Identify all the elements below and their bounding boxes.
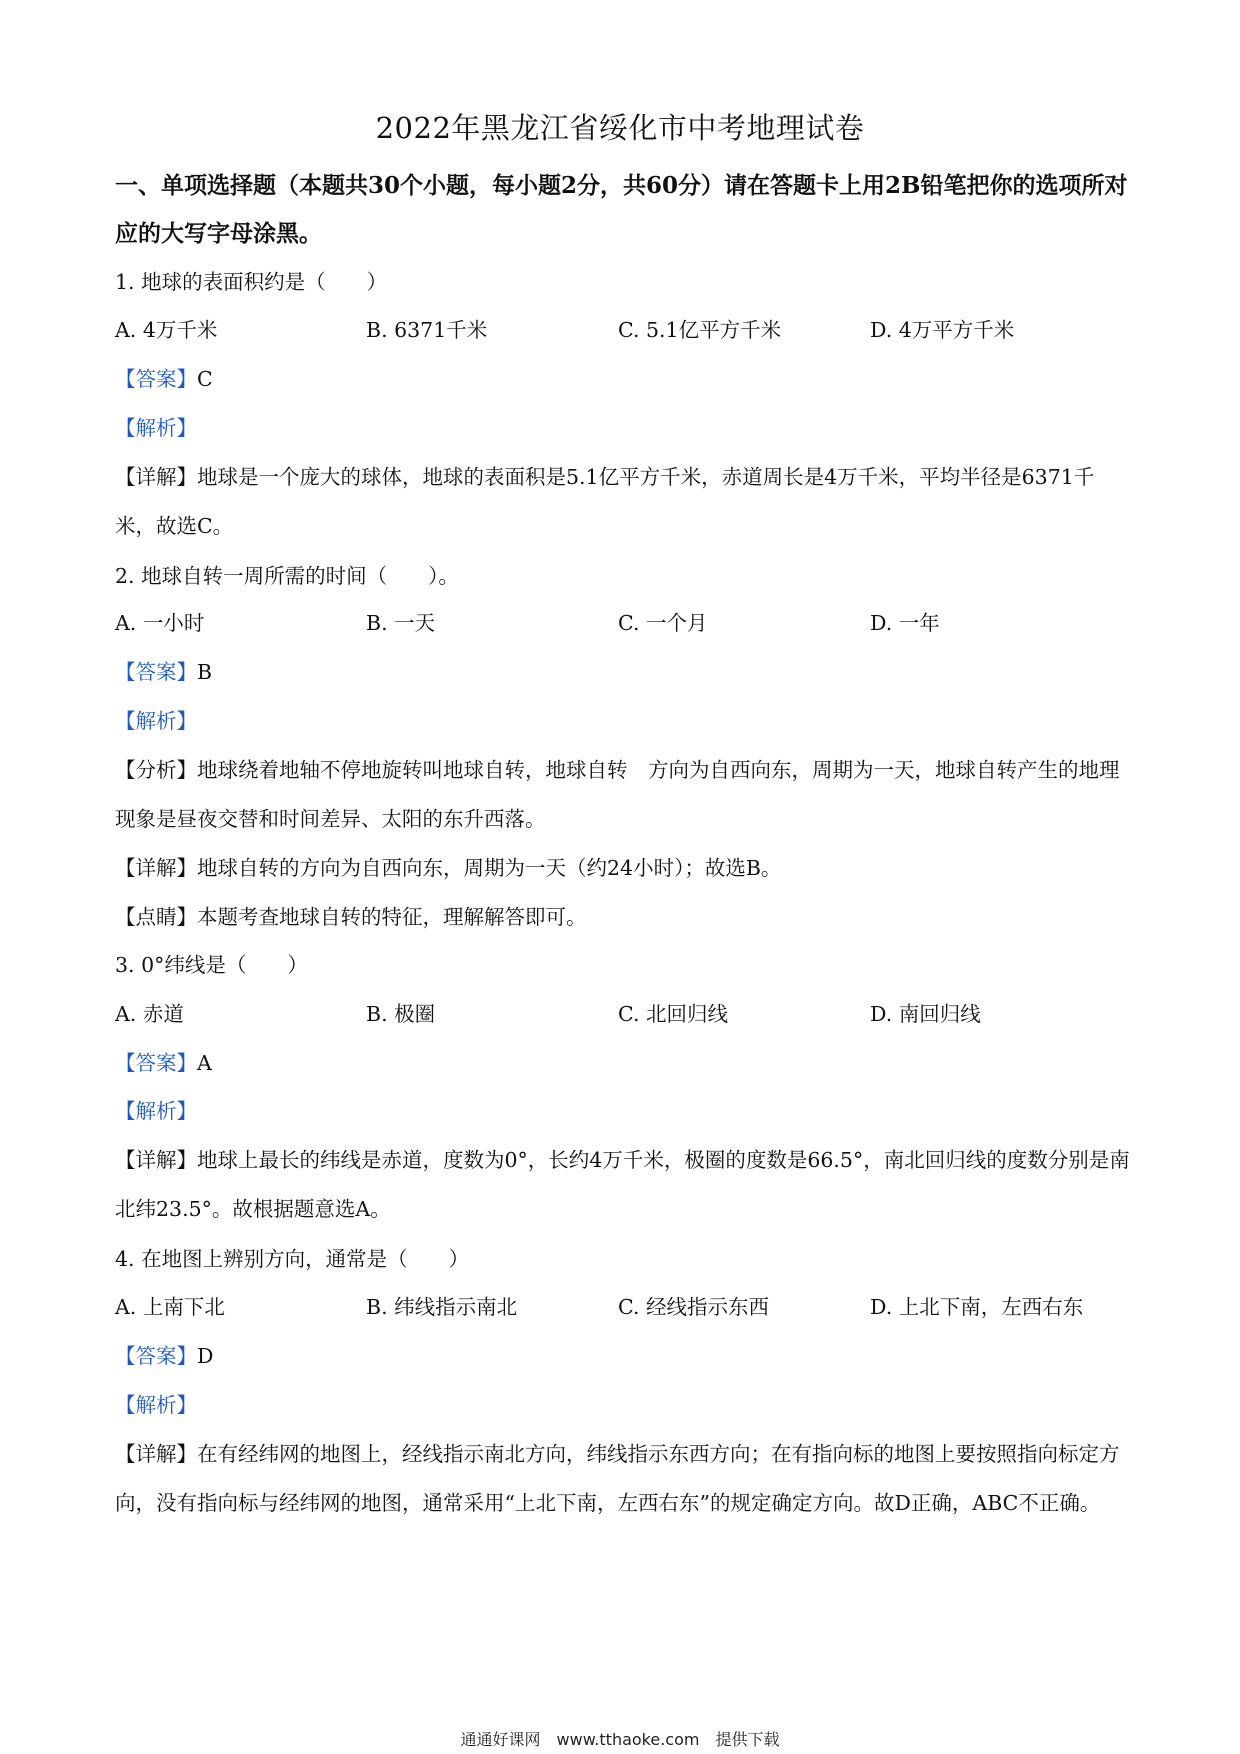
answer-label: 【答案】 bbox=[115, 1344, 197, 1368]
answer-label: 【答案】 bbox=[115, 660, 197, 684]
detail-text: 地球上最长的纬线是赤道，度数为0°，长约4万千米，极圈的度数是66.5°，南北回归线的度数分别是南北纬23.5°。故根据题意选A。 bbox=[115, 1148, 1130, 1221]
dianjing-text: 本题考查地球自转的特征，理解解答即可。 bbox=[197, 905, 587, 929]
question-1-stem: 1. 地球的表面积约是（ ） bbox=[115, 270, 388, 294]
option-d: D. 上北下南，左西右东 bbox=[870, 1295, 1084, 1319]
answer-value: D bbox=[197, 1344, 214, 1368]
detail-text: 在有经纬网的地图上，经线指示南北方向，纬线指示东西方向；在有指向标的地图上要按照指向标定方向，没有指向标与经纬网的地图，通常采用“上北下南，左西右东”的规定确定方向。故D正确，ABC不正确。 bbox=[115, 1442, 1120, 1515]
analysis-label: 【解析】 bbox=[115, 709, 197, 733]
detail-label: 【详解】 bbox=[115, 1148, 197, 1172]
question-1-answer bbox=[115, 365, 213, 393]
question-3-analysis-label bbox=[115, 1097, 197, 1125]
question-1-detail bbox=[115, 453, 1130, 551]
question-2-options bbox=[115, 609, 1135, 637]
question-4-answer bbox=[115, 1342, 213, 1370]
question-2-detail bbox=[115, 854, 781, 882]
answer-value: A bbox=[197, 1051, 212, 1075]
answer-label: 【答案】 bbox=[115, 367, 197, 391]
detail-label: 【详解】 bbox=[115, 1442, 197, 1466]
question-3-answer bbox=[115, 1049, 212, 1077]
answer-value: C bbox=[197, 367, 213, 391]
question-2-answer bbox=[115, 658, 212, 686]
detail-label: 【详解】 bbox=[115, 856, 197, 880]
fenxi-label: 【分析】 bbox=[115, 758, 197, 782]
option-b: B. 6371千米 bbox=[366, 318, 488, 342]
analysis-label: 【解析】 bbox=[115, 1393, 197, 1417]
option-d: D. 南回归线 bbox=[870, 1002, 981, 1026]
option-c: C. 一个月 bbox=[618, 611, 708, 635]
option-c: C. 经线指示东西 bbox=[618, 1295, 769, 1319]
question-4-options bbox=[115, 1293, 1135, 1321]
question-2-stem: 2. 地球自转一周所需的时间（ ）。 bbox=[115, 564, 459, 588]
question-1-analysis-label bbox=[115, 414, 197, 442]
option-a: A. 赤道 bbox=[115, 1002, 184, 1026]
question-2-fenxi bbox=[115, 746, 1130, 844]
answer-value: B bbox=[197, 660, 213, 684]
analysis-label: 【解析】 bbox=[115, 1099, 197, 1123]
detail-label: 【详解】 bbox=[115, 465, 197, 489]
question-4-detail bbox=[115, 1430, 1130, 1528]
option-b: B. 一天 bbox=[366, 611, 436, 635]
option-c: C. 北回归线 bbox=[618, 1002, 728, 1026]
question-1-options bbox=[115, 316, 1135, 344]
question-3-detail bbox=[115, 1136, 1130, 1234]
question-2-analysis-label bbox=[115, 707, 197, 735]
question-3-options bbox=[115, 1000, 1135, 1028]
question-4-stem: 4. 在地图上辨别方向，通常是（ ） bbox=[115, 1247, 470, 1271]
detail-text: 地球自转的方向为自西向东，周期为一天（约24小时）；故选B。 bbox=[197, 856, 782, 880]
question-3-stem: 3. 0°纬线是（ ） bbox=[115, 953, 308, 977]
question-2-dianjing bbox=[115, 903, 587, 931]
option-b: B. 极圈 bbox=[366, 1002, 436, 1026]
answer-label: 【答案】 bbox=[115, 1051, 197, 1075]
page-title: 2022年黑龙江省绥化市中考地理试卷 bbox=[375, 111, 865, 145]
fenxi-text: 地球绕着地轴不停地旋转叫地球自转，地球自转 方向为自西向东，周期为一天，地球自转产生的地理现象是昼夜交替和时间差异、太阳的东升西落。 bbox=[115, 758, 1120, 831]
option-d: D. 一年 bbox=[870, 611, 940, 635]
section-heading: 一、单项选择题（本题共30个小题，每小题2分，共60分）请在答题卡上用2B铅笔把你的选项所对应的大写字母涂黑。 bbox=[115, 172, 1128, 247]
analysis-label: 【解析】 bbox=[115, 416, 197, 440]
option-d: D. 4万平方千米 bbox=[870, 318, 1015, 342]
question-4-analysis-label bbox=[115, 1391, 197, 1419]
detail-text: 地球是一个庞大的球体，地球的表面积是5.1亿平方千米，赤道周长是4万千米，平均半径是6371千米，故选C。 bbox=[115, 465, 1095, 538]
dianjing-label: 【点睛】 bbox=[115, 905, 197, 929]
page-footer: 通通好课网 www.tthaoke.com 提供下载 bbox=[460, 1730, 780, 1749]
option-a: A. 一小时 bbox=[115, 611, 205, 635]
option-b: B. 纬线指示南北 bbox=[366, 1295, 518, 1319]
option-a: A. 上南下北 bbox=[115, 1295, 225, 1319]
option-a: A. 4万千米 bbox=[115, 318, 218, 342]
option-c: C. 5.1亿平方千米 bbox=[618, 318, 782, 342]
